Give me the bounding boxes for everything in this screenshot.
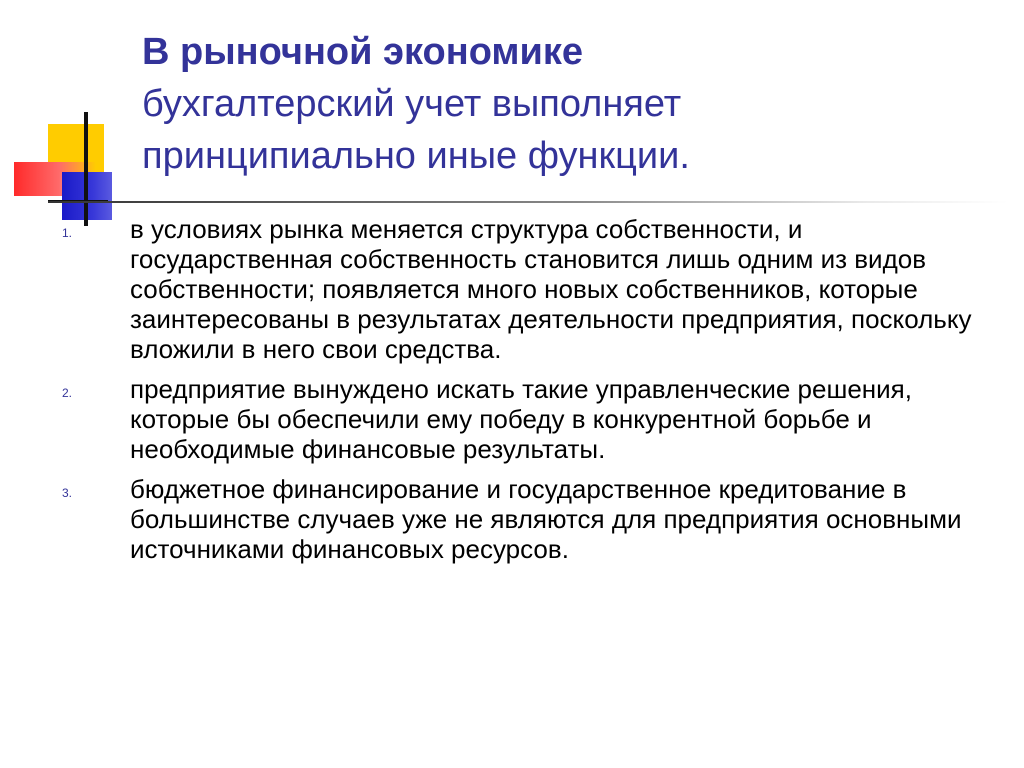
title-bold-line: В рыночной экономике	[142, 31, 584, 73]
title-divider	[48, 201, 1008, 203]
list-item-text: в условиях рынка меняется структура собственности, и государственная собственность становится лишь одним из видов собственности; появляется много новых собственников, которые заинтересованы в результатах деятельности предприятия, поскольку вложили в него свои средства.	[130, 214, 972, 364]
list-number: 2.	[62, 386, 73, 400]
numbered-list	[0, 214, 1024, 574]
title-line-3: принципиально иные функции.	[142, 135, 690, 177]
list-item	[0, 374, 1024, 464]
list-item-text: бюджетное финансирование и государственное кредитование в большинстве случаев уже не являются для предприятия основными источниками финансовых ресурсов.	[130, 474, 962, 564]
decorative-logo	[0, 0, 150, 240]
title-line-2: бухгалтерский учет выполняет	[142, 83, 682, 125]
list-item	[0, 474, 1024, 564]
slide-title	[142, 26, 1002, 182]
list-number: 3.	[62, 486, 73, 500]
list-item-text: предприятие вынуждено искать такие управленческие решения, которые бы обеспечили ему победу в конкурентной борьбе и необходимые финансовые результаты.	[130, 374, 912, 464]
list-item	[0, 214, 1024, 364]
list-number: 1.	[62, 226, 73, 240]
vertical-line	[84, 112, 88, 226]
